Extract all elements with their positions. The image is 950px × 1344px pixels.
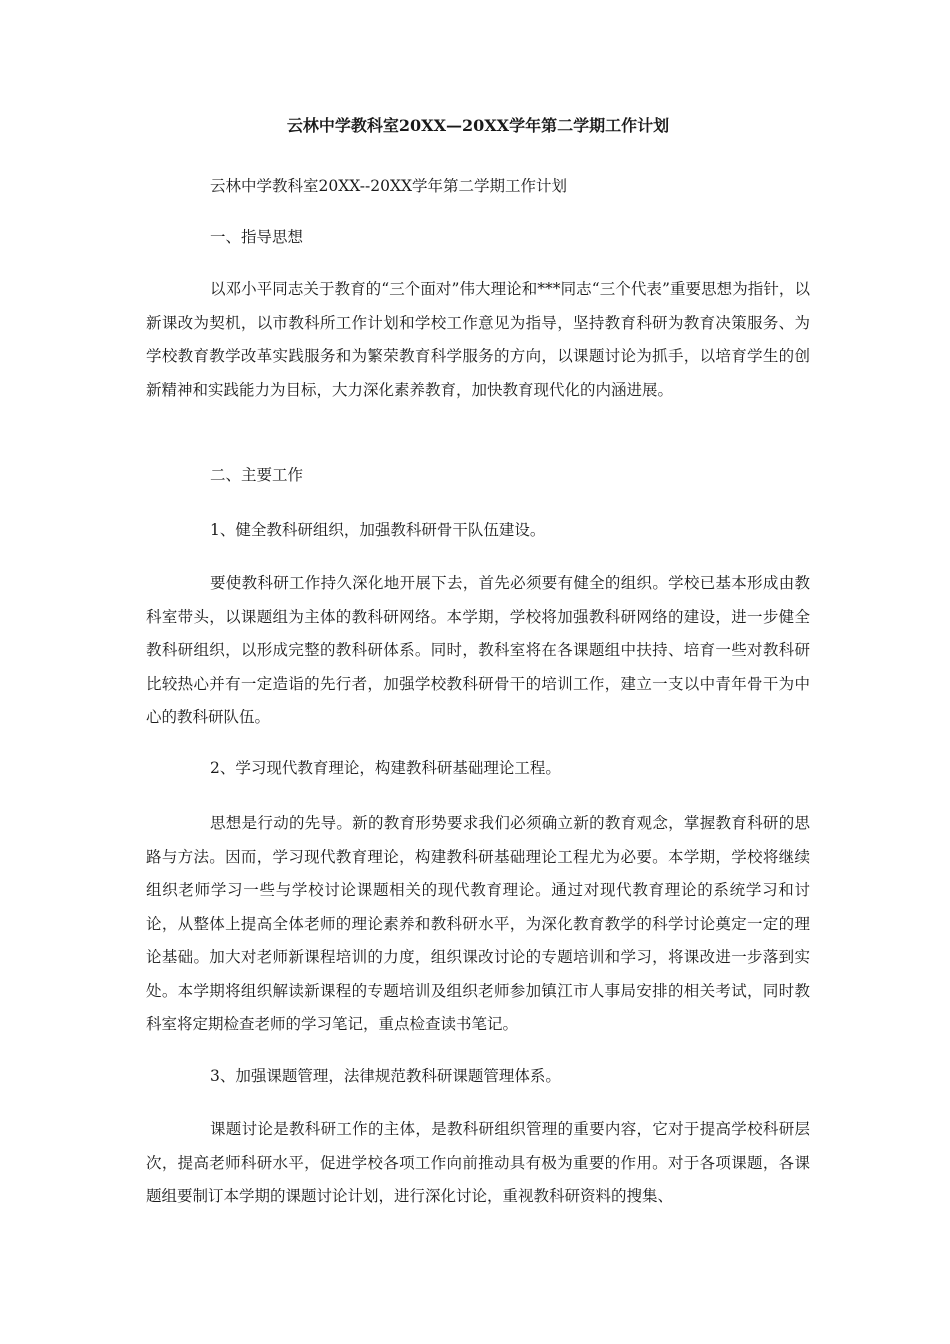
paragraph-item-3: 课题讨论是教科研工作的主体，是教科研组织管理的重要内容，它对于提高学校科研层次，提高老师科研水平，促进学校各项工作向前推动具有极为重要的作用。对于各项课题，各课题组要制订本学期的课题讨论计划，进行深化讨论，重视教科研资料的搜集、 bbox=[146, 1120, 810, 1205]
paragraph-guiding-ideology: 以邓小平同志关于教育的“三个面对”伟大理论和***同志“三个代表”重要思想为指针，以新课改为契机，以市教科所工作计划和学校工作意见为指导，坚持教育科研为教育决策服务、为学校教育教学改革实践服务和为繁荣教育科学服务的方向，以课题讨论为抓手，以培育学生的创新精神和实践能力为目标，大力深化素养教育，加快教育现代化的内涵进展。 bbox=[146, 280, 810, 399]
document-subtitle: 云林中学教科室20XX--20XX学年第二学期工作计划 bbox=[210, 177, 568, 195]
section-heading-guiding-ideology: 一、指导思想 bbox=[210, 228, 304, 246]
item-heading-2: 2、学习现代教育理论，构建教科研基础理论工程。 bbox=[210, 759, 561, 777]
paragraph-item-2: 思想是行动的先导。新的教育形势要求我们必须确立新的教育观念，掌握教育科研的思路与方法。因而，学习现代教育理论，构建教科研基础理论工程尤为必要。本学期，学校将继续组织老师学习一些与学校讨论课题相关的现代教育理论。通过对现代教育理论的系统学习和讨论，从整体上提高全体老师的理论素养和教科研水平，为深化教育教学的科学讨论奠定一定的理论基础。加大对老师新课程培训的力度，组织课改讨论的专题培训和学习，将课改进一步落到实处。本学期将组织解读新课程的专题培训及组织老师参加镇江市人事局安排的相关考试，同时教科室将定期检查老师的学习笔记，重点检查读书笔记。 bbox=[146, 814, 810, 1033]
item-heading-3: 3、加强课题管理，法律规范教科研课题管理体系。 bbox=[210, 1067, 561, 1085]
paragraph-item-1: 要使教科研工作持久深化地开展下去，首先必须要有健全的组织。学校已基本形成由教科室带头，以课题组为主体的教科研网络。本学期，学校将加强教科研网络的建设，进一步健全教科研组织，以形成完整的教科研体系。同时，教科室将在各课题组中扶持、培育一些对教科研比较热心并有一定造诣的先行者，加强学校教科研骨干的培训工作，建立一支以中青年骨干为中心的教科研队伍。 bbox=[146, 574, 810, 726]
section-heading-main-work: 二、主要工作 bbox=[210, 466, 304, 484]
item-heading-1: 1、健全教科研组织，加强教科研骨干队伍建设。 bbox=[210, 521, 546, 539]
document-title: 云林中学教科室20XX—20XX学年第二学期工作计划 bbox=[286, 116, 670, 135]
